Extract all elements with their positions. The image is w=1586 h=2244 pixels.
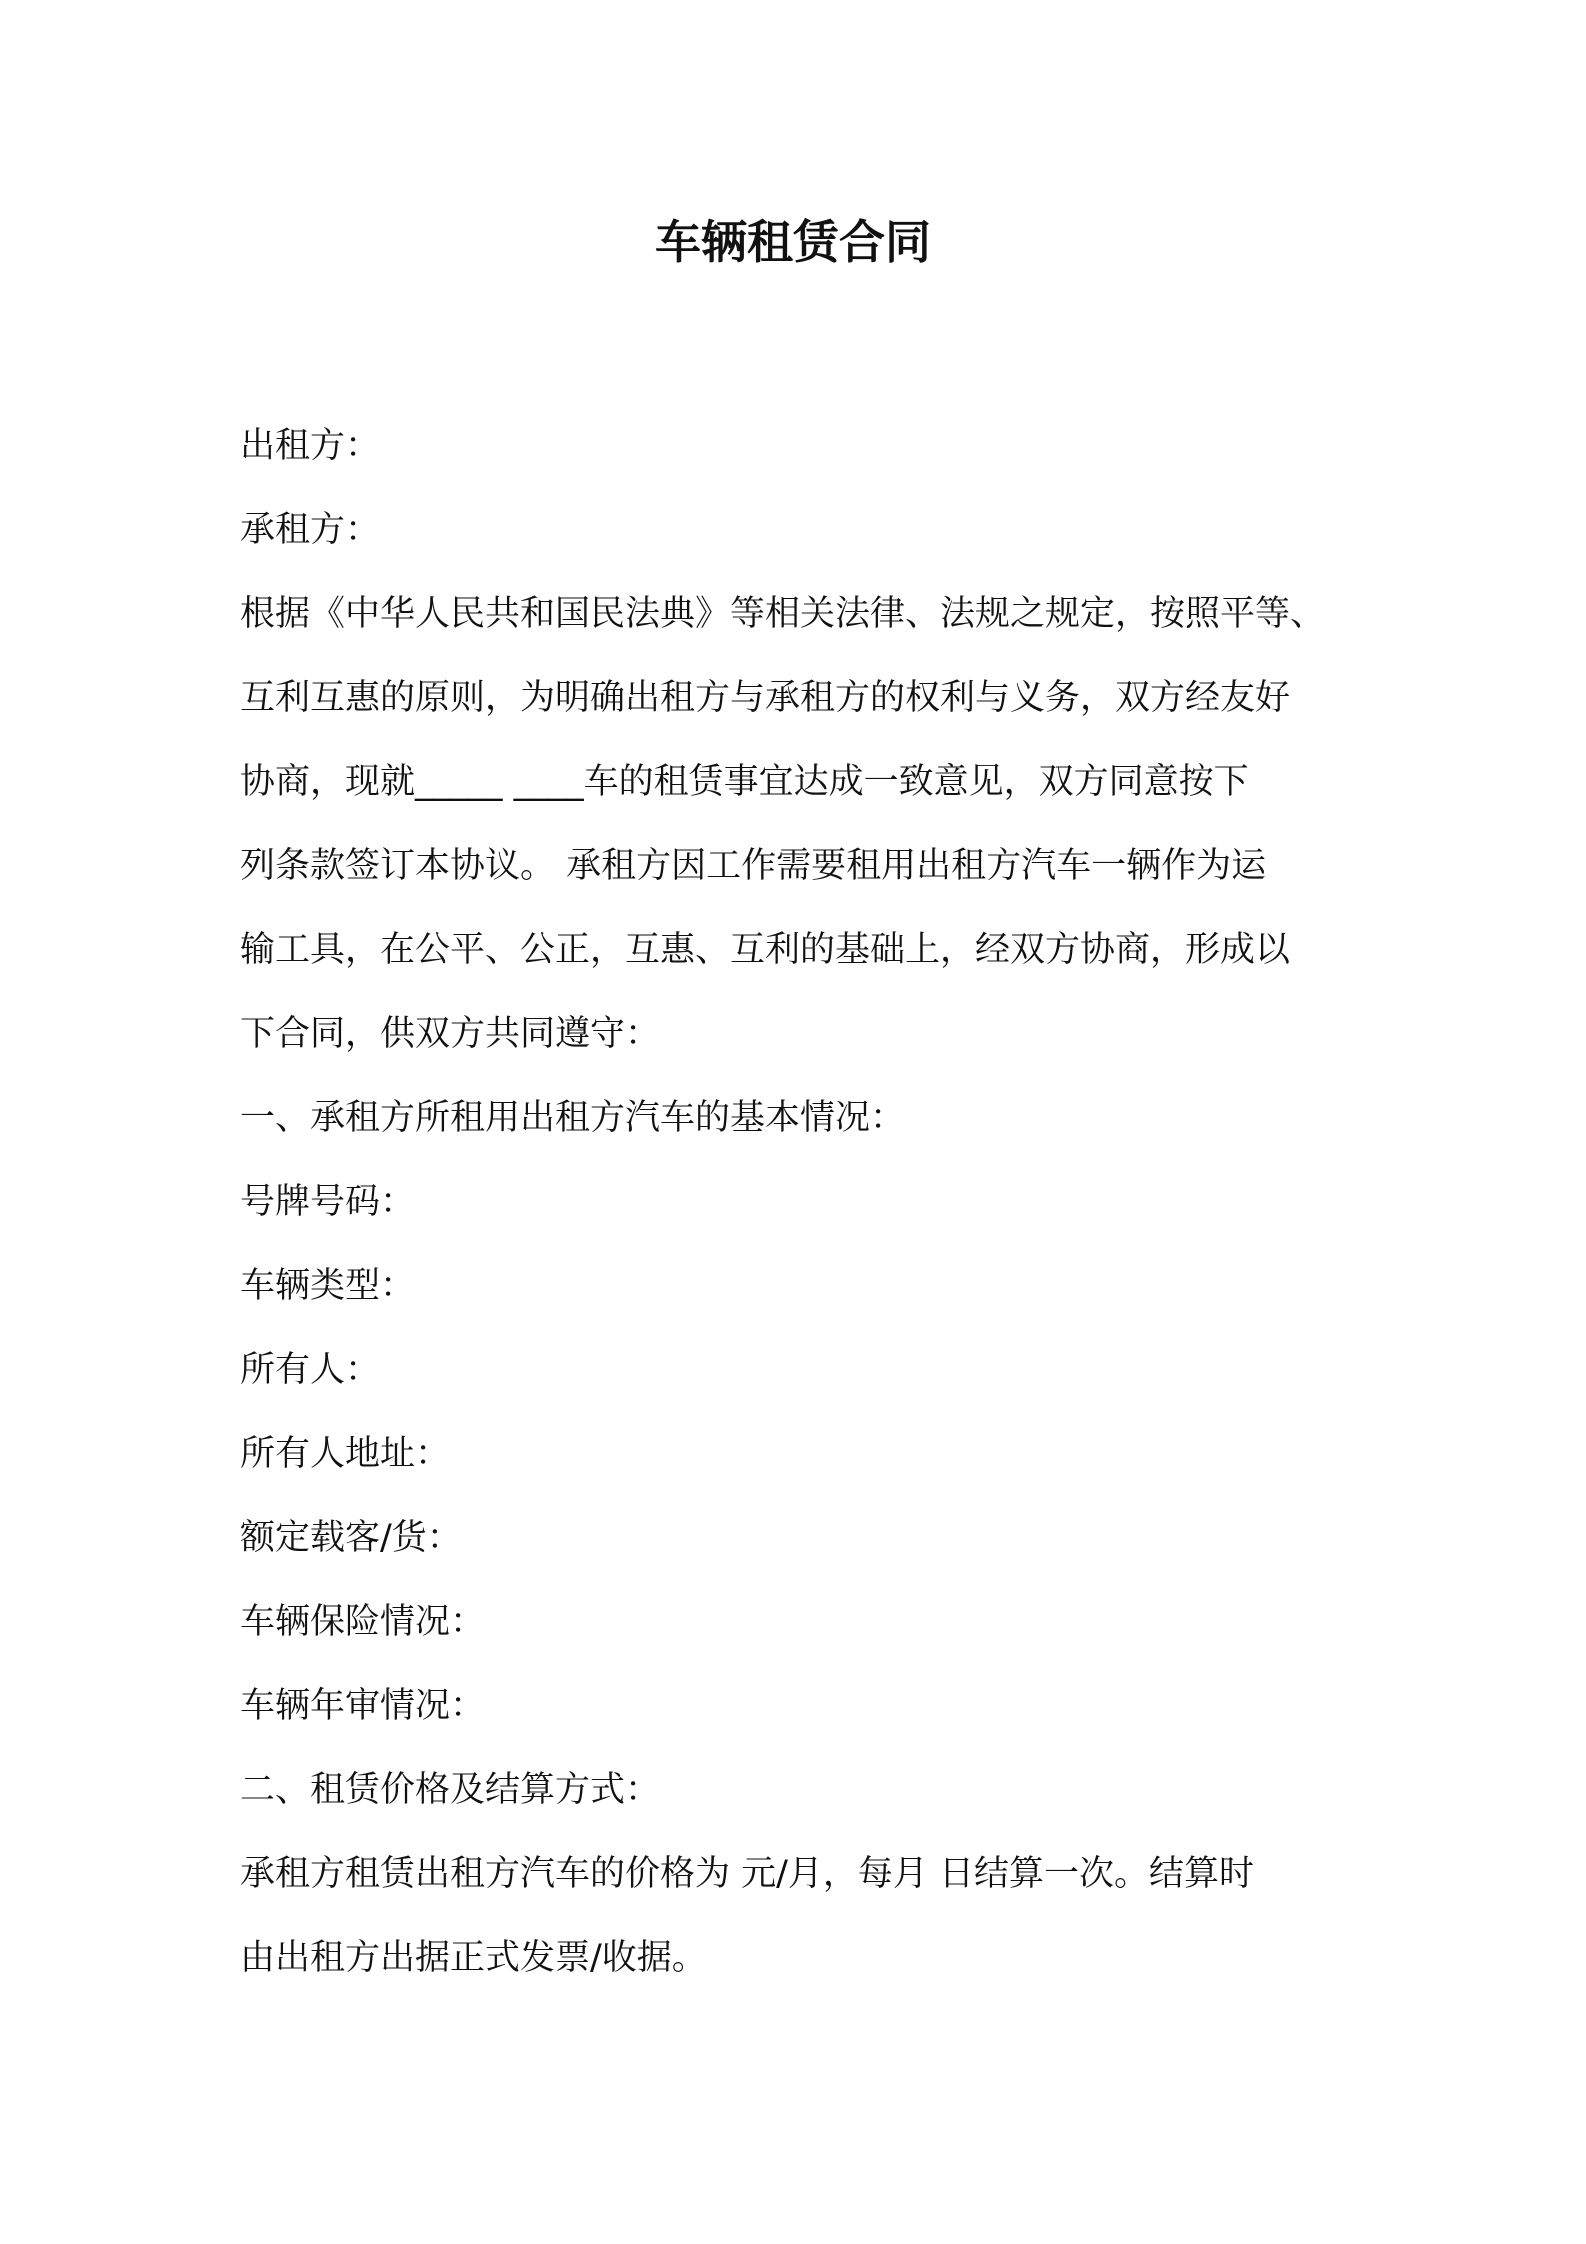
preamble-line: 列条款签订本协议。 承租方因工作需要租用出租方汽车一辆作为运 xyxy=(240,846,1267,886)
lessor-field: 出租方： xyxy=(240,426,381,466)
preamble-line: 输工具，在公平、公正，互惠、互利的基础上，经双方协商，形成以 xyxy=(240,930,1291,970)
preamble-line: 互利互惠的原则，为明确出租方与承租方的权利与义务，双方经友好 xyxy=(240,678,1291,718)
price-clause-line: 由出租方出据正式发票/收据。 xyxy=(240,1938,707,1978)
preamble-line: 下合同，供双方共同遵守： xyxy=(240,1014,661,1054)
vehicle-type-field: 车辆类型： xyxy=(240,1266,416,1306)
price-clause-line: 承租方租赁出租方汽车的价格为 元/月，每月 日结算一次。结算时 xyxy=(240,1854,1255,1894)
lessee-field: 承租方： xyxy=(240,510,381,550)
preamble-line: 协商，现就_____ ____车的租赁事宜达成一致意见，双方同意按下 xyxy=(240,762,1249,802)
document-title: 车辆租赁合同 xyxy=(655,215,931,269)
document-body xyxy=(240,404,1360,2000)
insurance-status-field: 车辆保险情况： xyxy=(240,1602,486,1642)
owner-address-field: 所有人地址： xyxy=(240,1434,451,1474)
section-heading-price-settlement: 二、租赁价格及结算方式： xyxy=(240,1770,661,1810)
preamble-line: 根据《中华人民共和国民法典》等相关法律、法规之规定，按照平等、 xyxy=(240,594,1326,634)
section-heading-vehicle-info: 一、承租方所租用出租方汽车的基本情况： xyxy=(240,1098,906,1138)
plate-number-field: 号牌号码： xyxy=(240,1182,416,1222)
annual-inspection-field: 车辆年审情况： xyxy=(240,1686,486,1726)
owner-field: 所有人： xyxy=(240,1350,381,1390)
rated-capacity-field: 额定载客/货： xyxy=(240,1518,462,1558)
